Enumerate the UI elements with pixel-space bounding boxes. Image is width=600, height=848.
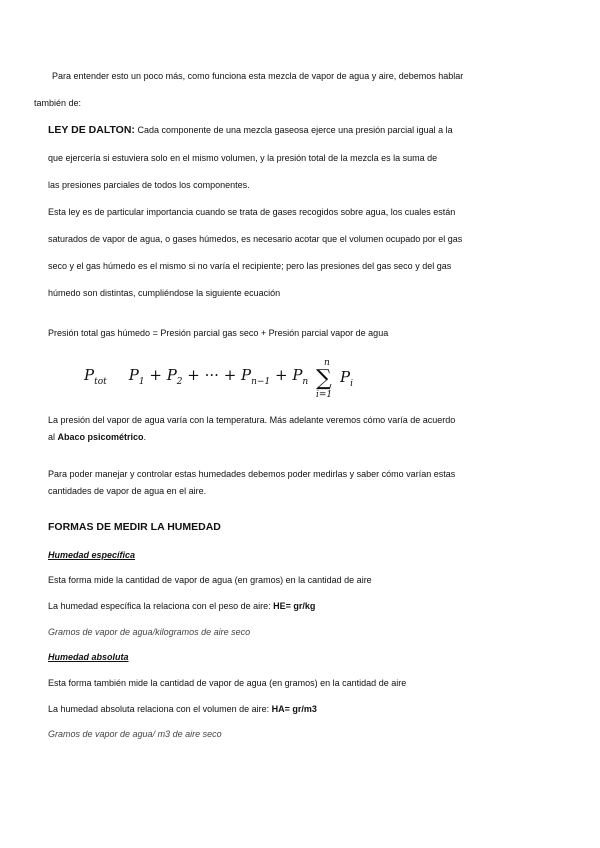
dalton-line-7: húmedo son distintas, cumpliéndose la siguiente ecuación [48, 288, 281, 298]
vapor-line-2 [48, 431, 146, 443]
sum-term-sub: i [350, 379, 353, 389]
ha-formula: HA= gr/m3 [271, 704, 317, 714]
dalton-line-4: Esta ley es de particular importancia cuando se trata de gases recogidos sobre agua, los cuales están [48, 207, 456, 217]
formula-pn1-sub: n−1 [251, 377, 271, 387]
absoluta-title: Humedad absoluta [48, 652, 129, 662]
vapor-line-2-pre: al [48, 432, 58, 442]
dalton-text-1: Cada componente de una mezcla gaseosa ejerce una presión parcial igual a la [137, 125, 453, 135]
control-line-1: Para poder manejar y controlar estas humedades debemos poder medirlas y saber cómo varían estas [48, 469, 456, 479]
formas-heading: FORMAS DE MEDIR LA HUMEDAD [48, 521, 221, 533]
dalton-line-5: saturados de vapor de agua, o gases húmedos, es necesario acotar que el volumen ocupado por el gas [48, 234, 463, 244]
vapor-line-2-post: . [143, 432, 147, 442]
dalton-line-2: que ejercería si estuviera solo en el mismo volumen, y la presión total de la mezcla es la suma de [48, 153, 438, 163]
formula-pn1: P [241, 366, 252, 384]
absoluta-units: Gramos de vapor de agua/ m3 de aire seco [48, 729, 222, 739]
equation-text: Presión total gas húmedo = Presión parcial gas seco + Presión parcial vapor de agua [48, 328, 389, 338]
summation-formula [314, 360, 354, 400]
formula-plus-2: + [270, 366, 293, 384]
sum-term-p: P [340, 368, 351, 386]
control-line-2: cantidades de vapor de agua en el aire. [48, 486, 207, 496]
absoluta-line-2 [48, 703, 317, 715]
especifica-title: Humedad específica [48, 550, 136, 560]
dalton-line-6: seco y el gas húmedo es el mismo si no varía el recipiente; pero las presiones del gas seco y del gas [48, 261, 452, 271]
dalton-line-3: las presiones parciales de todos los componentes. [48, 180, 250, 190]
formula-ptot: P [84, 366, 95, 384]
especifica-units: Gramos de vapor de agua/kilogramos de aire seco [48, 627, 251, 637]
sigma-symbol: ∑ [316, 366, 332, 391]
especifica-line-2-pre: La humedad específica la relaciona con el peso de aire: [48, 601, 274, 611]
sum-term [340, 368, 353, 389]
formula-p2-sub: 2 [176, 377, 183, 387]
formula-plus-1: + [144, 366, 167, 384]
dalton-title: LEY DE DALTON: [48, 124, 135, 136]
sum-upper-limit: n [324, 358, 330, 368]
absoluta-line-1: Esta forma también mide la cantidad de vapor de agua (en gramos) en la cantidad de aire [48, 678, 407, 688]
intro-line-1: Para entender esto un poco más, como funciona esta mezcla de vapor de agua y aire, debemos hablar [52, 71, 464, 81]
formula-p2: P [166, 366, 177, 384]
formula-pn: P [292, 366, 303, 384]
sum-lower-limit: i=1 [316, 390, 333, 400]
especifica-line-1: Esta forma mide la cantidad de vapor de agua (en gramos) en la cantidad de aire [48, 575, 372, 585]
abaco-term: Abaco psicométrico [57, 432, 144, 442]
especifica-line-2 [48, 600, 315, 612]
dalton-paragraph-line-1 [48, 124, 453, 136]
he-formula: HE= gr/kg [273, 601, 316, 611]
dalton-formula [84, 366, 308, 387]
intro-line-2: también de: [34, 98, 82, 108]
formula-dots: + ··· + [182, 366, 242, 384]
absoluta-line-2-pre: La humedad absoluta relaciona con el volumen de aire: [48, 704, 272, 714]
vapor-line-1: La presión del vapor de agua varía con la temperatura. Más adelante veremos cómo varía de acuerdo [48, 415, 456, 425]
formula-p1-sub: 1 [138, 377, 145, 387]
formula-p1: P [128, 366, 139, 384]
formula-ptot-sub: tot [94, 377, 107, 387]
formula-pn-sub: n [302, 377, 309, 387]
